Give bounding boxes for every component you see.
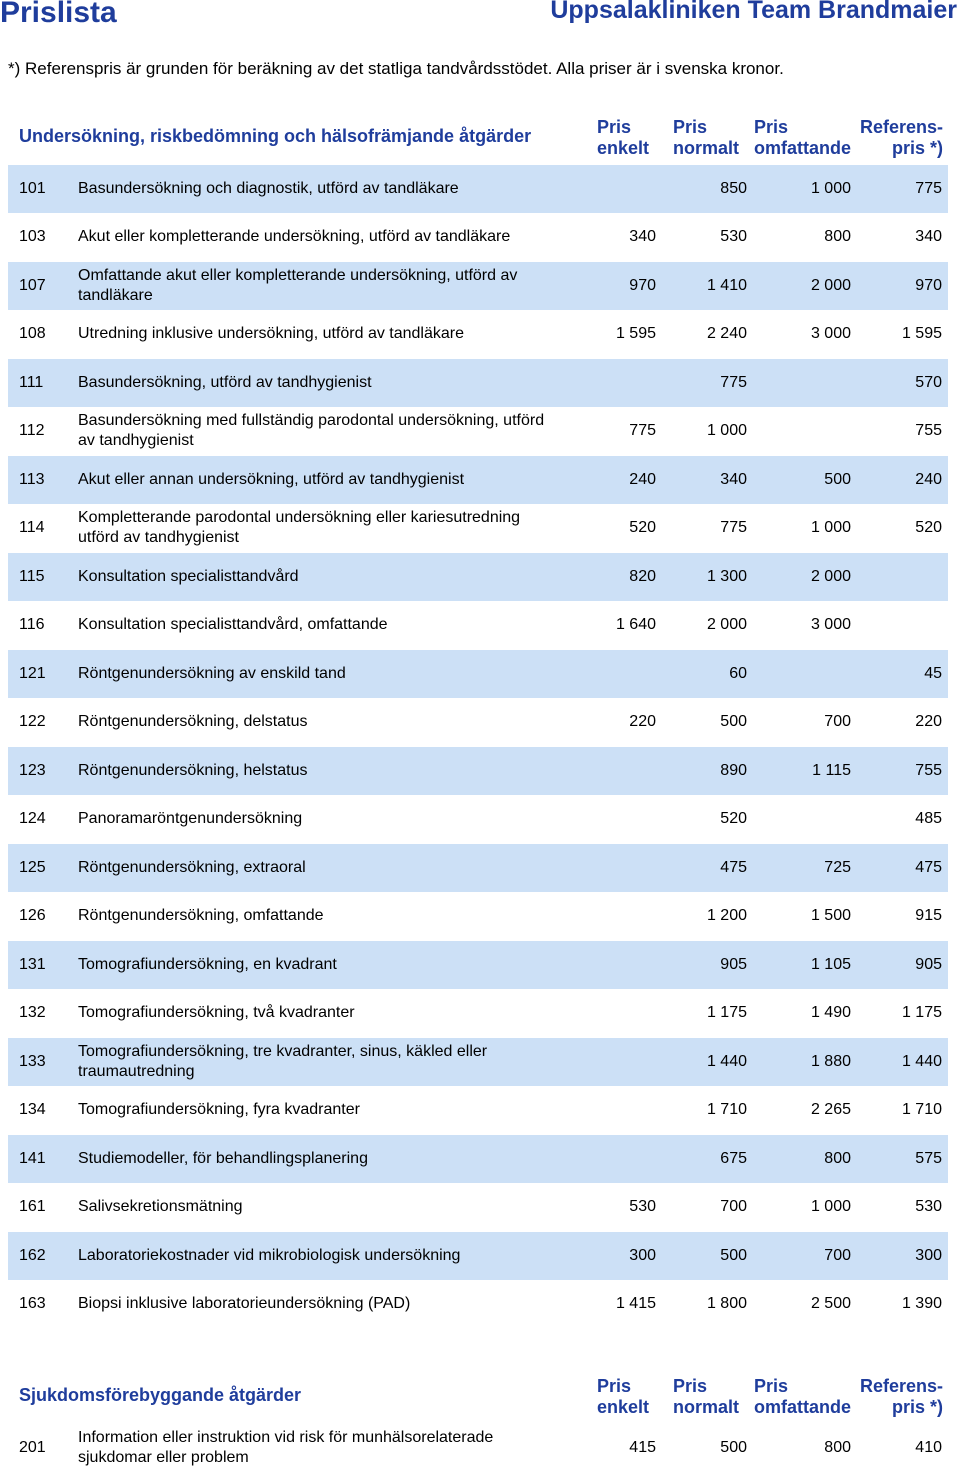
price-omfattande: 700: [824, 713, 851, 731]
procedure-code: 162: [19, 1246, 46, 1264]
reference-price: 575: [915, 1149, 942, 1167]
table-row: [8, 456, 948, 505]
procedure-description: Akut eller annan undersökning, utförd av tandhygienist: [78, 470, 465, 488]
price-enkelt: 1 640: [615, 616, 656, 634]
table-row: [8, 165, 948, 214]
price-normalt: 1 440: [706, 1052, 747, 1070]
column-header-enkelt: Pris enkelt: [597, 117, 650, 158]
procedure-code: 131: [19, 955, 46, 973]
price-omfattande: 3 000: [810, 325, 851, 343]
section-title: Sjukdomsförebyggande åtgärder: [19, 1385, 302, 1405]
procedure-code: 124: [19, 810, 46, 828]
procedure-description: Tomografiundersökning, en kvadrant: [78, 955, 337, 973]
table-row: [8, 1184, 948, 1233]
price-omfattande: 800: [824, 1438, 851, 1456]
price-normalt: 1 175: [706, 1004, 747, 1022]
price-omfattande: 700: [824, 1246, 851, 1264]
reference-price: 1 595: [901, 325, 942, 343]
table-row: [8, 990, 948, 1039]
price-normalt: 1 800: [706, 1295, 747, 1313]
procedure-code: 122: [19, 713, 46, 731]
price-table-prevention: [8, 1424, 948, 1473]
price-normalt: 60: [729, 664, 747, 682]
price-normalt: 890: [720, 761, 747, 779]
procedure-description: Konsultation specialisttandvård: [78, 567, 299, 585]
table-row: [8, 214, 948, 263]
price-normalt: 700: [720, 1198, 747, 1216]
table-row: [8, 505, 948, 554]
reference-price: 1 710: [901, 1101, 942, 1119]
reference-price: 1 175: [901, 1004, 942, 1022]
procedure-code: 121: [19, 664, 46, 682]
procedure-description: Salivsekretionsmätning: [78, 1198, 243, 1216]
price-enkelt: 240: [629, 470, 656, 488]
price-normalt: 1 710: [706, 1101, 747, 1119]
column-header-normalt: Pris normalt: [673, 1376, 740, 1417]
price-normalt: 775: [720, 373, 747, 391]
reference-price: 775: [915, 179, 942, 197]
table-row: [8, 1087, 948, 1136]
price-normalt: 475: [720, 858, 747, 876]
reference-note: *) Referenspris är grunden för beräkning av det statliga tandvårdsstödet. Alla priser är i svenska kronor.: [8, 59, 784, 78]
price-normalt: 530: [720, 228, 747, 246]
procedure-description: Basundersökning med fullständig parodontal undersökning, utförd av tandhygienist: [78, 412, 545, 450]
section-header-examination: [0, 117, 960, 167]
column-header-enkelt: Pris enkelt: [597, 1376, 650, 1417]
price-omfattande: 800: [824, 1149, 851, 1167]
page-title: Prislista: [0, 0, 117, 29]
procedure-description: Basundersökning, utförd av tandhygienist: [78, 373, 372, 391]
price-normalt: 500: [720, 713, 747, 731]
reference-price: 755: [915, 422, 942, 440]
column-header-omfattande: Pris omfattande: [754, 117, 852, 158]
procedure-code: 108: [19, 325, 46, 343]
procedure-description: Utredning inklusive undersökning, utförd av tandläkare: [78, 325, 465, 343]
reference-price: 300: [915, 1246, 942, 1264]
table-row: [8, 1232, 948, 1281]
price-omfattande: 1 000: [810, 1198, 851, 1216]
table-row: [8, 1281, 948, 1330]
reference-price: 1 390: [901, 1295, 942, 1313]
price-normalt: 2 240: [706, 325, 747, 343]
procedure-description: Omfattande akut eller kompletterande undersökning, utförd av tandläkare: [78, 266, 518, 304]
price-enkelt: 520: [629, 519, 656, 537]
price-normalt: 1 000: [706, 422, 747, 440]
table-row: [8, 1135, 948, 1184]
procedure-description: Laboratoriekostnader vid mikrobiologisk undersökning: [78, 1246, 461, 1264]
reference-price: 220: [915, 713, 942, 731]
procedure-description: Basundersökning och diagnostik, utförd av tandläkare: [78, 179, 459, 197]
procedure-code: 111: [19, 373, 44, 391]
procedure-code: 116: [19, 616, 45, 634]
price-omfattande: 1 115: [812, 761, 851, 779]
reference-price: 1 440: [901, 1052, 942, 1070]
procedure-code: 163: [19, 1295, 46, 1313]
price-normalt: 500: [720, 1438, 747, 1456]
price-enkelt: 775: [629, 422, 656, 440]
price-normalt: 905: [720, 955, 747, 973]
reference-price: 240: [915, 470, 942, 488]
table-row: [8, 408, 948, 457]
procedure-description: Röntgenundersökning, delstatus: [78, 713, 308, 731]
procedure-description: Biopsi inklusive laboratorieundersökning (PAD): [78, 1295, 411, 1313]
procedure-description: Kompletterande parodontal undersökning eller kariesutredning utförd av tandhygienist: [78, 509, 521, 547]
reference-price: 520: [915, 519, 942, 537]
price-table-examination: [8, 165, 948, 1329]
reference-price: 475: [915, 858, 942, 876]
procedure-description: Röntgenundersökning, helstatus: [78, 761, 308, 779]
price-enkelt: 970: [629, 276, 656, 294]
price-omfattande: 1 490: [810, 1004, 851, 1022]
price-normalt: 500: [720, 1246, 747, 1264]
price-omfattande: 1 880: [810, 1052, 851, 1070]
table-row: [8, 602, 948, 651]
table-row: [8, 311, 948, 360]
table-row: [8, 699, 948, 748]
price-omfattande: 2 500: [810, 1295, 851, 1313]
section-title: Undersökning, riskbedömning och hälsofrämjande åtgärder: [19, 126, 532, 146]
procedure-description: Akut eller kompletterande undersökning, utförd av tandläkare: [78, 228, 511, 246]
procedure-code: 132: [19, 1004, 46, 1022]
procedure-code: 126: [19, 907, 46, 925]
price-enkelt: 1 595: [615, 325, 656, 343]
procedure-description: Tomografiundersökning, två kvadranter: [78, 1004, 355, 1022]
procedure-code: 125: [19, 858, 46, 876]
price-normalt: 2 000: [706, 616, 747, 634]
table-row: [8, 1424, 948, 1473]
price-enkelt: 530: [629, 1198, 656, 1216]
price-enkelt: 220: [629, 713, 656, 731]
price-enkelt: 415: [629, 1438, 656, 1456]
procedure-code: 107: [19, 276, 46, 294]
price-omfattande: 500: [824, 470, 851, 488]
price-normalt: 340: [720, 470, 747, 488]
price-normalt: 675: [720, 1149, 747, 1167]
procedure-description: Tomografiundersökning, fyra kvadranter: [78, 1101, 360, 1119]
price-normalt: 1 300: [706, 567, 747, 585]
price-normalt: 850: [720, 179, 747, 197]
reference-price: 915: [915, 907, 942, 925]
procedure-code: 134: [19, 1101, 46, 1119]
procedure-code: 103: [19, 228, 46, 246]
table-row: [8, 941, 948, 990]
price-normalt: 1 410: [706, 276, 747, 294]
table-row: [8, 747, 948, 796]
table-row: [8, 844, 948, 893]
price-omfattande: 1 500: [810, 907, 851, 925]
price-enkelt: 1 415: [615, 1295, 656, 1313]
section-header-prevention: [0, 1376, 960, 1426]
reference-price: 905: [915, 955, 942, 973]
procedure-description: Röntgenundersökning, extraoral: [78, 858, 306, 876]
procedure-description: Konsultation specialisttandvård, omfattande: [78, 616, 388, 634]
price-enkelt: 340: [629, 228, 656, 246]
procedure-code: 101: [19, 179, 46, 197]
reference-price: 570: [915, 373, 942, 391]
procedure-code: 123: [19, 761, 46, 779]
procedure-description: Tomografiundersökning, tre kvadranter, sinus, käkled eller traumautredning: [78, 1042, 488, 1080]
table-row: [8, 553, 948, 602]
price-omfattande: 2 000: [810, 276, 851, 294]
price-omfattande: 800: [824, 228, 851, 246]
table-row: [8, 359, 948, 408]
price-enkelt: 820: [629, 567, 656, 585]
procedure-code: 133: [19, 1052, 46, 1070]
column-header-referenspris: Referens- pris *): [859, 1376, 943, 1417]
reference-price: 45: [924, 664, 942, 682]
page-header: [0, 0, 960, 40]
reference-price: 755: [915, 761, 942, 779]
clinic-name: Uppsalakliniken Team Brandmaier: [550, 0, 957, 24]
price-normalt: 1 200: [706, 907, 747, 925]
procedure-description: Röntgenundersökning, omfattande: [78, 907, 324, 925]
reference-price: 485: [915, 810, 942, 828]
procedure-code: 201: [19, 1438, 46, 1456]
procedure-code: 112: [19, 422, 45, 440]
price-normalt: 520: [720, 810, 747, 828]
price-omfattande: 3 000: [810, 616, 851, 634]
column-header-omfattande: Pris omfattande: [754, 1376, 852, 1417]
procedure-description: Panoramaröntgenundersökning: [78, 810, 303, 828]
procedure-code: 114: [19, 519, 45, 537]
procedure-description: Studiemodeller, för behandlingsplanering: [78, 1149, 368, 1167]
price-omfattande: 2 000: [810, 567, 851, 585]
procedure-code: 161: [19, 1198, 46, 1216]
price-normalt: 775: [720, 519, 747, 537]
procedure-description: Röntgenundersökning av enskild tand: [78, 664, 346, 682]
table-row: [8, 650, 948, 699]
price-omfattande: 1 105: [810, 955, 851, 973]
price-enkelt: 300: [629, 1246, 656, 1264]
procedure-code: 115: [19, 567, 45, 585]
table-row: [8, 893, 948, 942]
column-header-referenspris: Referens- pris *): [859, 117, 943, 158]
reference-price: 340: [915, 228, 942, 246]
price-omfattande: 1 000: [810, 179, 851, 197]
price-omfattande: 725: [824, 858, 851, 876]
reference-price: 970: [915, 276, 942, 294]
price-omfattande: 2 265: [810, 1101, 851, 1119]
procedure-description: Information eller instruktion vid risk för munhälsorelaterade sjukdomar eller problem: [78, 1428, 494, 1466]
price-omfattande: 1 000: [810, 519, 851, 537]
column-header-normalt: Pris normalt: [673, 117, 740, 158]
procedure-code: 141: [19, 1149, 46, 1167]
table-row: [8, 796, 948, 845]
reference-price: 410: [915, 1438, 942, 1456]
procedure-code: 113: [19, 470, 45, 488]
table-row: [8, 1038, 948, 1087]
table-row: [8, 262, 948, 311]
reference-price: 530: [915, 1198, 942, 1216]
